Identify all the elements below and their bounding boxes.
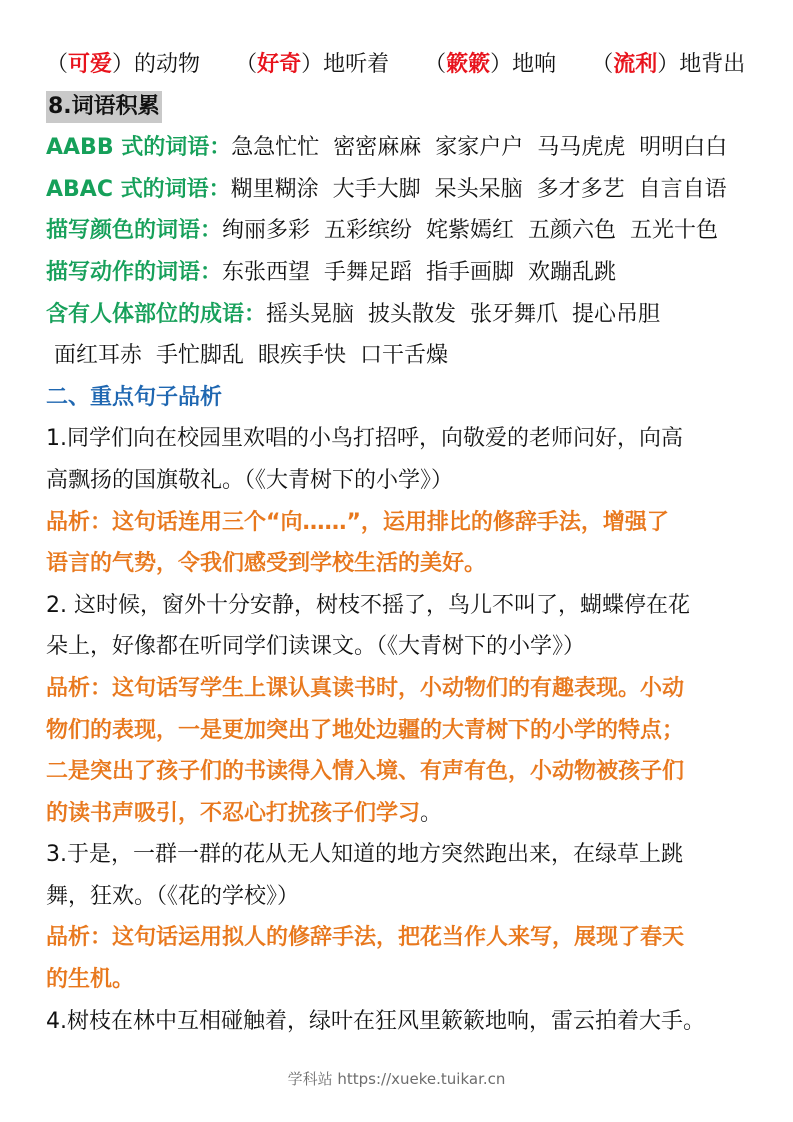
vocab-label: 含有人体部位的成语： <box>46 301 267 327</box>
analysis-line: 的读书声吸引，不忍心打扰孩子们学习。 <box>46 800 443 826</box>
section-title: 二、重点句子品析 <box>46 384 223 410</box>
analysis-line: 的生机。 <box>46 967 135 993</box>
vocab-row <box>46 169 750 211</box>
analysis-line: 品析：这句话写学生上课认真读书时，小动物们的有趣表现。小动 <box>46 675 685 701</box>
sentence-line: 3.于是，一群一群的花从无人知道的地方突然跑出来，在绿草上跳 <box>46 842 683 868</box>
vocab-row <box>46 294 750 336</box>
fill-in-item: （好奇）地听着 <box>235 52 390 77</box>
sentence-line: 4.树枝在林中互相碰触着，绿叶在狂风里簌簌地响，雷云拍着大手。 <box>46 1008 705 1034</box>
sentence-line: 2. 这时候，窗外十分安静，树枝不摇了，鸟儿不叫了，蝴蝶停在花 <box>46 592 690 618</box>
vocab-label: AABB 式的词语： <box>46 135 232 161</box>
sentence-line: 1.同学们向在校园里欢唱的小鸟打招呼，向敬爱的老师问好，向高 <box>46 426 683 452</box>
vocab-items: 绚丽多彩 五彩缤纷 姹紫嫣红 五颜六色 五光十色 <box>222 218 718 244</box>
highlight-word: 可爱 <box>68 52 113 77</box>
vocab-items: 东张西望 手舞足蹈 指手画脚 欢蹦乱跳 <box>222 259 616 285</box>
sentence-line: 高飘扬的国旗敬礼。（《大青树下的小学》） <box>46 467 454 493</box>
sentence-line: 朵上，好像都在听同学们读课文。（《大青树下的小学》） <box>46 634 586 660</box>
analysis-line: 品析：这句话运用拟人的修辞手法，把花当作人来写，展现了春天 <box>46 925 685 951</box>
highlight-word: 流利 <box>613 52 658 77</box>
analysis-line: 语言的气势，令我们感受到学校生活的美好。 <box>46 551 487 577</box>
document-page <box>46 44 750 1042</box>
vocab-items: 急急忙忙 密密麻麻 家家户户 马马虎虎 明明白白 <box>231 135 728 161</box>
vocab-row <box>46 127 750 169</box>
vocab-label: 描写动作的词语： <box>46 259 223 285</box>
analysis-line: 品析：这句话连用三个“向……”，运用排比的修辞手法，增强了 <box>46 509 669 535</box>
vocab-label: ABAC 式的词语： <box>46 176 231 202</box>
fill-in-item: （簌簌）地响 <box>424 52 557 77</box>
fill-in-row <box>46 44 750 86</box>
vocab-items: 摇头晃脑 披头散发 张牙舞爪 提心吊胆 <box>266 301 660 327</box>
vocab-items: 糊里糊涂 大手大脚 呆头呆脑 多才多艺 自言自语 <box>230 176 727 202</box>
sentence-line: 舞，狂欢。（《花的学校》） <box>46 883 300 909</box>
section-heading-8 <box>46 86 750 128</box>
section-heading-2 <box>46 377 750 419</box>
page-footer: 学科站 https://xueke.tuikar.cn <box>287 1070 506 1088</box>
highlight-word: 簌簌 <box>446 52 491 77</box>
fill-in-item: （流利）地背出 <box>591 52 746 77</box>
analysis-line: 物们的表现，一是更加突出了地处边疆的大青树下的小学的特点； <box>46 717 685 743</box>
vocab-row <box>46 210 750 252</box>
vocab-label: 描写颜色的词语： <box>46 218 223 244</box>
vocab-row <box>46 252 750 294</box>
section-title: 8.词语积累 <box>46 91 162 123</box>
vocab-row-continued <box>46 335 750 377</box>
vocab-items: 面红耳赤 手忙脚乱 眼疾手快 口干舌燥 <box>54 343 448 369</box>
highlight-word: 好奇 <box>257 52 302 77</box>
analysis-line: 二是突出了孩子们的书读得入情入境、有声有色，小动物被孩子们 <box>46 759 685 785</box>
fill-in-item: （可爱）的动物 <box>46 52 201 77</box>
